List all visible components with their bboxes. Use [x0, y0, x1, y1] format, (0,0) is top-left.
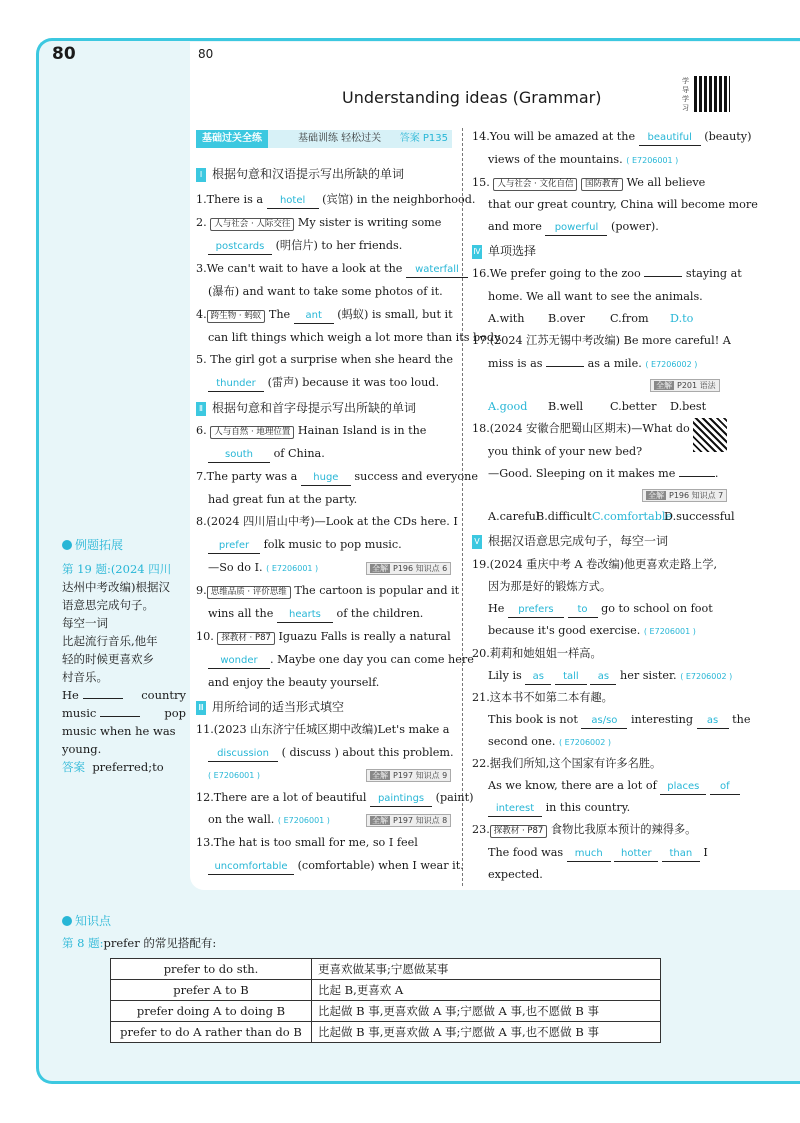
question-15: 15. 人与社会 · 文化自信 国防教育 We all believe — [472, 176, 706, 189]
answer-10: wonder — [208, 654, 270, 669]
table-row: prefer A to B 比起 B,更喜欢 A — [111, 980, 661, 1001]
column-divider — [462, 128, 463, 886]
answer-21b: as — [697, 714, 729, 729]
info-icon — [62, 540, 72, 550]
question-5: 5. The girl got a surprise when she heard the — [196, 353, 453, 366]
answer-5: thunder — [208, 377, 264, 392]
answer-14: beautiful — [639, 131, 701, 146]
answer-17: A.good — [488, 400, 528, 413]
question-13: 13.The hat is too small for me, so I feel — [196, 836, 418, 849]
question-20: 20.莉莉和她姐姐一样高。 — [472, 647, 602, 660]
answer-12: paintings — [370, 792, 432, 807]
question-9: 9. 思维品质 · 评价思维 The cartoon is popular and it — [196, 584, 460, 597]
qr-label: 学 导 学 习 — [682, 77, 689, 112]
topic-tag: 国防教育 — [581, 178, 623, 191]
question-3: 3.We can't wait to have a look at the waterfall — [196, 262, 468, 278]
table-row: prefer to do sth. 更喜欢做某事;宁愿做某事 — [111, 959, 661, 980]
page-title: Understanding ideas (Grammar) — [342, 88, 602, 107]
section-1-title: Ⅰ 根据句意和汉语提示写出所缺的单词 — [196, 165, 404, 182]
question-18: 18.(2024 安徽合肥蜀山区期末)—What do — [472, 422, 690, 435]
section-4-title: Ⅳ 单项选择 — [473, 244, 537, 258]
topic-tag: 探教材 · P87 — [217, 632, 275, 645]
answer-page-ref: 答案 P135 — [399, 133, 448, 144]
answer-19b: to — [568, 603, 598, 618]
solution-ref: 全解 P196 知识点 7 — [642, 489, 727, 502]
question-7: 7.The party was a huge success and everyone — [196, 470, 478, 486]
section-5-title: Ⅴ 根据汉语意思完成句子，每空一词 — [472, 532, 668, 549]
question-4: 4. 跨生物 · 蚂蚁 The ant (蚂蚁) is small, but it — [196, 308, 453, 324]
topic-tag: 跨生物 · 蚂蚁 — [207, 310, 266, 323]
header-tag: 基础过关全练 — [196, 130, 268, 148]
answer-22a: places — [660, 780, 706, 795]
answer-6: south — [208, 448, 270, 463]
question-16: 16.We prefer going to the zoo staying at — [472, 267, 742, 280]
topic-tag: 探教材 · P87 — [490, 825, 548, 838]
answer-23a: much — [567, 847, 611, 862]
solution-ref: 全解 P197 知识点 8 — [366, 814, 451, 827]
answer-20a: as — [525, 670, 551, 685]
answer-8: prefer — [208, 539, 260, 554]
question-10: 10. 探教材 · P87 Iguazu Falls is really a natural — [196, 630, 451, 643]
answer-3: waterfall — [406, 263, 468, 278]
question-2: 2. 人与社会 · 人际交往 My sister is writing some — [196, 216, 442, 229]
answer-23b: hotter — [614, 847, 658, 862]
topic-tag: 思维品质 · 评价思维 — [207, 586, 291, 599]
answer-22c: interest — [488, 802, 542, 817]
answer-2: postcards — [208, 240, 272, 255]
solution-ref: 全解 P197 知识点 9 — [366, 769, 451, 782]
topic-tag: 人与社会 · 人际交往 — [210, 218, 294, 231]
answer-1: hotel — [267, 194, 319, 209]
answer-16: D.to — [670, 312, 694, 325]
question-6: 6. 人与自然 · 地理位置 Hainan Island is in the — [196, 424, 427, 437]
answer-4: ant — [294, 309, 334, 324]
header-subtitle: 基础训练 轻松过关 — [298, 133, 382, 144]
prefer-collocation-table — [110, 958, 661, 1043]
question-8: 8.(2024 四川眉山中考)—Look at the CDs here. I — [196, 515, 458, 528]
section-2-title: Ⅱ 根据句意和首字母提示写出所缺的单词 — [196, 399, 416, 416]
info-icon — [62, 916, 72, 926]
question-1: 1.There is a hotel (宾馆) in the neighborhood. — [196, 193, 475, 209]
section-3-title: Ⅲ 用所给词的适当形式填空 — [196, 698, 344, 715]
answer-7: huge — [301, 471, 351, 486]
example-extension: 第 19 题:(2024 四川 达州中考改编)根据汉 语意思完成句子。 每空一词 比起流行音乐,他年 轻的时候更喜欢乡 村音乐。 He country music pop music when he was young. 答案 preferred;to — [62, 562, 186, 774]
answer-20b: tall — [555, 670, 587, 685]
question-22: 22.据我们所知,这个国家有许多名胜。 — [472, 757, 662, 770]
answer-18: C.comfortable — [592, 510, 673, 523]
knowledge-heading: 知识点 — [62, 912, 111, 929]
qr-code-icon[interactable] — [694, 76, 730, 112]
question-21: 21.这本书不如第二本有趣。 — [472, 691, 613, 704]
question-17: 17.(2024 江苏无锡中考改编) Be more careful! A — [472, 334, 731, 347]
topic-tag: 人与自然 · 地理位置 — [210, 426, 294, 439]
example-extension-heading: 例题拓展 — [62, 536, 123, 553]
table-row: prefer to do A rather than do B 比起做 B 事,更喜欢做 A 事;宁愿做 A 事,也不愿做 B 事 — [111, 1022, 661, 1043]
answer-15: powerful — [545, 221, 607, 236]
page-number-outer: 80 — [52, 44, 76, 64]
question-14: 14.You will be amazed at the beautiful (beauty) — [472, 130, 751, 146]
section-header-bar — [196, 130, 452, 148]
answer-19a: prefers — [508, 603, 564, 618]
answer-13: uncomfortable — [208, 860, 294, 875]
solution-ref: 全解 P196 知识点 6 — [366, 562, 451, 575]
answer-9: hearts — [277, 608, 333, 623]
question-23: 23. 探教材 · P87 食物比我原本预计的辣得多。 — [472, 823, 697, 836]
answer-21a: as/so — [581, 714, 627, 729]
page-number-inner: 80 — [198, 47, 214, 61]
qr-code-icon[interactable] — [693, 418, 727, 452]
answer-20c: as — [590, 670, 616, 685]
knowledge-intro: 第 8 题:prefer 的常见搭配有: — [62, 936, 217, 950]
question-19: 19.(2024 重庆中考 A 卷改编)他更喜欢走路上学, — [472, 558, 718, 571]
answer-11: discussion — [208, 747, 278, 762]
answer-23c: than — [662, 847, 700, 862]
topic-tag: 人与社会 · 文化自信 — [493, 178, 577, 191]
question-11: 11.(2023 山东济宁任城区期中改编)Let's make a — [196, 723, 450, 736]
answer-22b: of — [710, 780, 740, 795]
table-row: prefer doing A to doing B 比起做 B 事,更喜欢做 A 事;宁愿做 A 事,也不愿做 B 事 — [111, 1001, 661, 1022]
solution-ref: 全解 P201 语法 — [650, 379, 720, 392]
question-12: 12.There are a lot of beautiful paintings (paint) — [196, 791, 473, 807]
